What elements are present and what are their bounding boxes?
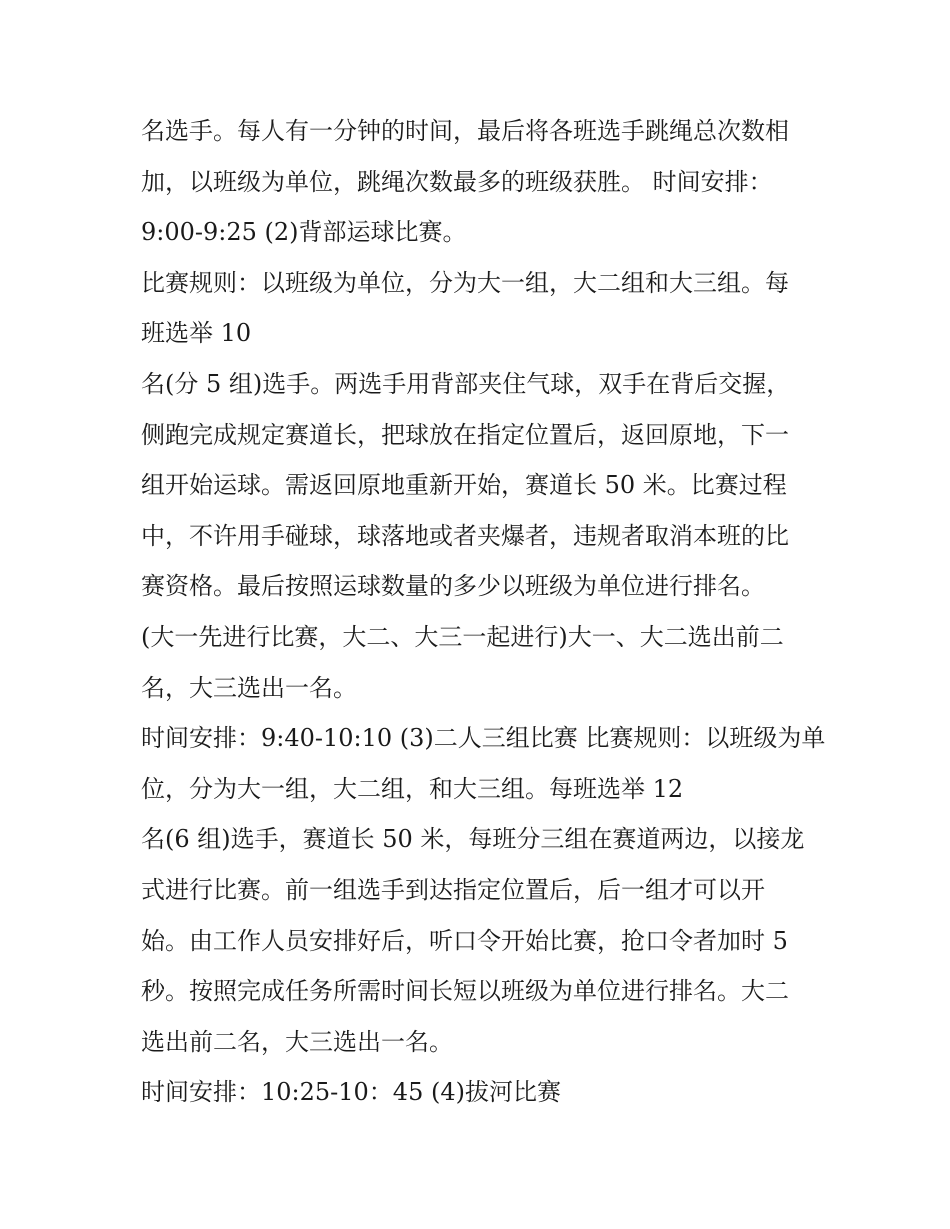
text-line-16: 式进行比赛。前一组选手到达指定位置后，后一组才可以开 — [141, 875, 765, 904]
text-line-15: 名(6 组)选手，赛道长 50 米，每班分三组在赛道两边，以接龙 — [141, 825, 805, 854]
text-line-5: 班选举 10 — [141, 319, 252, 348]
text-line-12: 名，大三选出一名。 — [141, 673, 357, 702]
text-line-8: 组开始运球。需返回原地重新开始，赛道长 50 米。比赛过程 — [141, 471, 787, 500]
text-line-11: (大一先进行比赛，大二、大三一起进行)大一、大二选出前二 — [141, 622, 784, 651]
text-line-13: 时间安排：9:40-10:10 (3)二人三组比赛 比赛规则：以班级为单 — [141, 724, 826, 753]
text-line-20: 时间安排：10:25-10：45 (4)拔河比赛 — [141, 1078, 561, 1107]
text-line-2: 加，以班级为单位，跳绳次数最多的班级获胜。 时间安排： — [141, 167, 773, 196]
text-line-10: 赛资格。最后按照运球数量的多少以班级为单位进行排名。 — [141, 572, 765, 601]
text-line-14: 位，分为大一组，大二组，和大三组。每班选举 12 — [141, 774, 684, 803]
text-line-4: 比赛规则：以班级为单位，分为大一组，大二组和大三组。每 — [141, 268, 789, 297]
text-line-3: 9:00-9:25 (2)背部运球比赛。 — [141, 218, 467, 247]
text-line-7: 侧跑完成规定赛道长，把球放在指定位置后，返回原地，下一 — [141, 420, 789, 449]
text-line-9: 中，不许用手碰球，球落地或者夹爆者，违规者取消本班的比 — [141, 521, 789, 550]
text-line-19: 选出前二名，大三选出一名。 — [141, 1027, 453, 1056]
text-line-1: 名选手。每人有一分钟的时间，最后将各班选手跳绳总次数相 — [141, 117, 789, 145]
document-body — [141, 106, 826, 1118]
text-line-17: 始。由工作人员安排好后，听口令开始比赛，抢口令者加时 5 — [141, 926, 788, 955]
text-line-18: 秒。按照完成任务所需时间长短以班级为单位进行排名。大二 — [141, 977, 789, 1006]
text-line-6: 名(分 5 组)选手。两选手用背部夹住气球，双手在背后交握， — [141, 369, 791, 398]
